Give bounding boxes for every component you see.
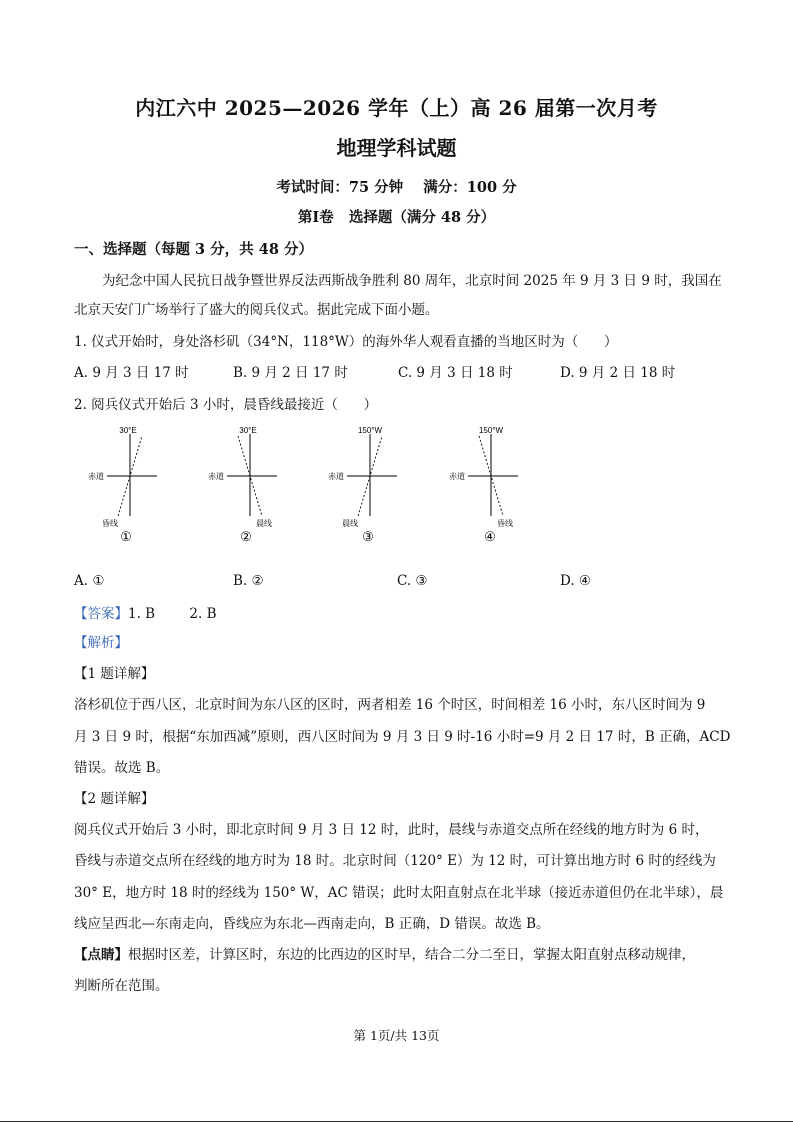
section-heading: 一、选择题（每题 3 分，共 48 分） <box>74 241 313 258</box>
q2-option-a: A. ① <box>74 573 105 589</box>
equator-label: 赤道 <box>328 472 344 481</box>
page-number: 第 1页/共 13页 <box>353 1028 440 1043</box>
detail2-line-2: 昏线与赤道交点所在经线的地方时为 18 时。北京时间（120° E）为 12 时，可计算出地方时 6 时的经线为 <box>74 853 716 869</box>
terminator-label: 昏线 <box>497 519 513 528</box>
detail1-label: 【1 题详解】 <box>74 666 155 682</box>
q1-option-c: C. 9 月 3 日 18 时 <box>398 365 513 381</box>
exam-info: 考试时间：75 分钟 满分：100 分 <box>276 179 517 196</box>
q1-stem: 1. 仪式开始时，身处洛杉矶（34°N，118°W）的海外华人观看直播的当地区时为（ ） <box>74 334 618 350</box>
q2-option-c: C. ③ <box>397 573 428 589</box>
equator-label: 赤道 <box>88 472 104 481</box>
terminator-label: 昏线 <box>102 519 118 528</box>
diagram-number: ③ <box>362 530 374 545</box>
diagram-3 <box>328 426 397 545</box>
diagram-number: ② <box>240 530 252 545</box>
q1-option-d: D. 9 月 2 日 18 时 <box>560 365 676 381</box>
diagram-1 <box>88 426 157 545</box>
subject-title: 地理学科试题 <box>336 136 457 160</box>
q2-stem: 2. 阅兵仪式开始后 3 小时，晨昏线最接近（ ） <box>74 397 378 413</box>
detail1-line-3: 错误。故选 B。 <box>74 760 170 776</box>
answer-label: 【答案】 <box>74 606 128 622</box>
terminator-diagrams <box>0 420 793 550</box>
meridian-label: 30°E <box>239 426 257 435</box>
tip-label: 【点睛】 <box>74 947 128 963</box>
equator-label: 赤道 <box>449 472 465 481</box>
terminator-label: 晨线 <box>342 519 358 528</box>
meridian-label: 30°E <box>119 426 137 435</box>
detail2-line-1: 阅兵仪式开始后 3 小时，即北京时间 9 月 3 日 12 时，此时，晨线与赤道交点所在经线的地方时为 6 时， <box>74 822 709 838</box>
intro-line-1: 为纪念中国人民抗日战争暨世界反法西斯战争胜利 80 周年，北京时间 2025 年 9 月 3 日 9 时，我国在 <box>102 273 722 289</box>
diagram-2 <box>208 426 277 545</box>
q1-option-a: A. 9 月 3 日 17 时 <box>74 365 189 381</box>
q1-option-b: B. 9 月 2 日 17 时 <box>233 365 348 381</box>
meridian-label: 150°W <box>357 426 383 435</box>
detail2-line-3: 30° E，地方时 18 时的经线为 150° W，AC 错误；此时太阳直射点在北半球（接近赤道但仍在北半球），晨 <box>74 885 724 901</box>
analysis-label: 【解析】 <box>74 635 128 651</box>
meridian-label: 150°W <box>478 426 504 435</box>
answer-line <box>74 606 217 622</box>
detail2-line-4: 线应呈西北—东南走向，昏线应为东北—西南走向，B 正确，D 错误。故选 B。 <box>74 916 550 932</box>
detail1-line-2: 月 3 日 9 时，根据“东加西减”原则，西八区时间为 9 月 3 日 9 时-16 小时=9 月 2 日 17 时，B 正确，ACD <box>74 729 731 745</box>
diagram-number: ④ <box>484 530 496 545</box>
detail2-label: 【2 题详解】 <box>74 791 155 807</box>
tip-line-1 <box>74 947 695 963</box>
exam-title: 内江六中 2025—2026 学年（上）高 26 届第一次月考 <box>135 96 658 120</box>
diagram-number: ① <box>120 530 132 545</box>
tip-line-2: 判断所在范围。 <box>74 978 169 994</box>
q2-option-b: B. ② <box>233 573 264 589</box>
detail1-line-1: 洛杉矶位于西八区，北京时间为东八区的区时，两者相差 16 个时区，时间相差 16 小时，东八区时间为 9 <box>74 697 706 713</box>
terminator-label: 晨线 <box>256 519 272 528</box>
diagram-4 <box>449 426 518 545</box>
tip-text-1: 根据时区差，计算区时，东边的比西边的区时早，结合二分二至日，掌握太阳直射点移动规律， <box>128 947 695 963</box>
equator-label: 赤道 <box>208 472 224 481</box>
q2-option-d: D. ④ <box>560 573 592 589</box>
volume-heading: 第Ⅰ卷 选择题（满分 48 分） <box>297 209 496 226</box>
answer-text: 1. B 2. B <box>128 606 217 622</box>
intro-line-2: 北京天安门广场举行了盛大的阅兵仪式。据此完成下面小题。 <box>74 302 439 318</box>
